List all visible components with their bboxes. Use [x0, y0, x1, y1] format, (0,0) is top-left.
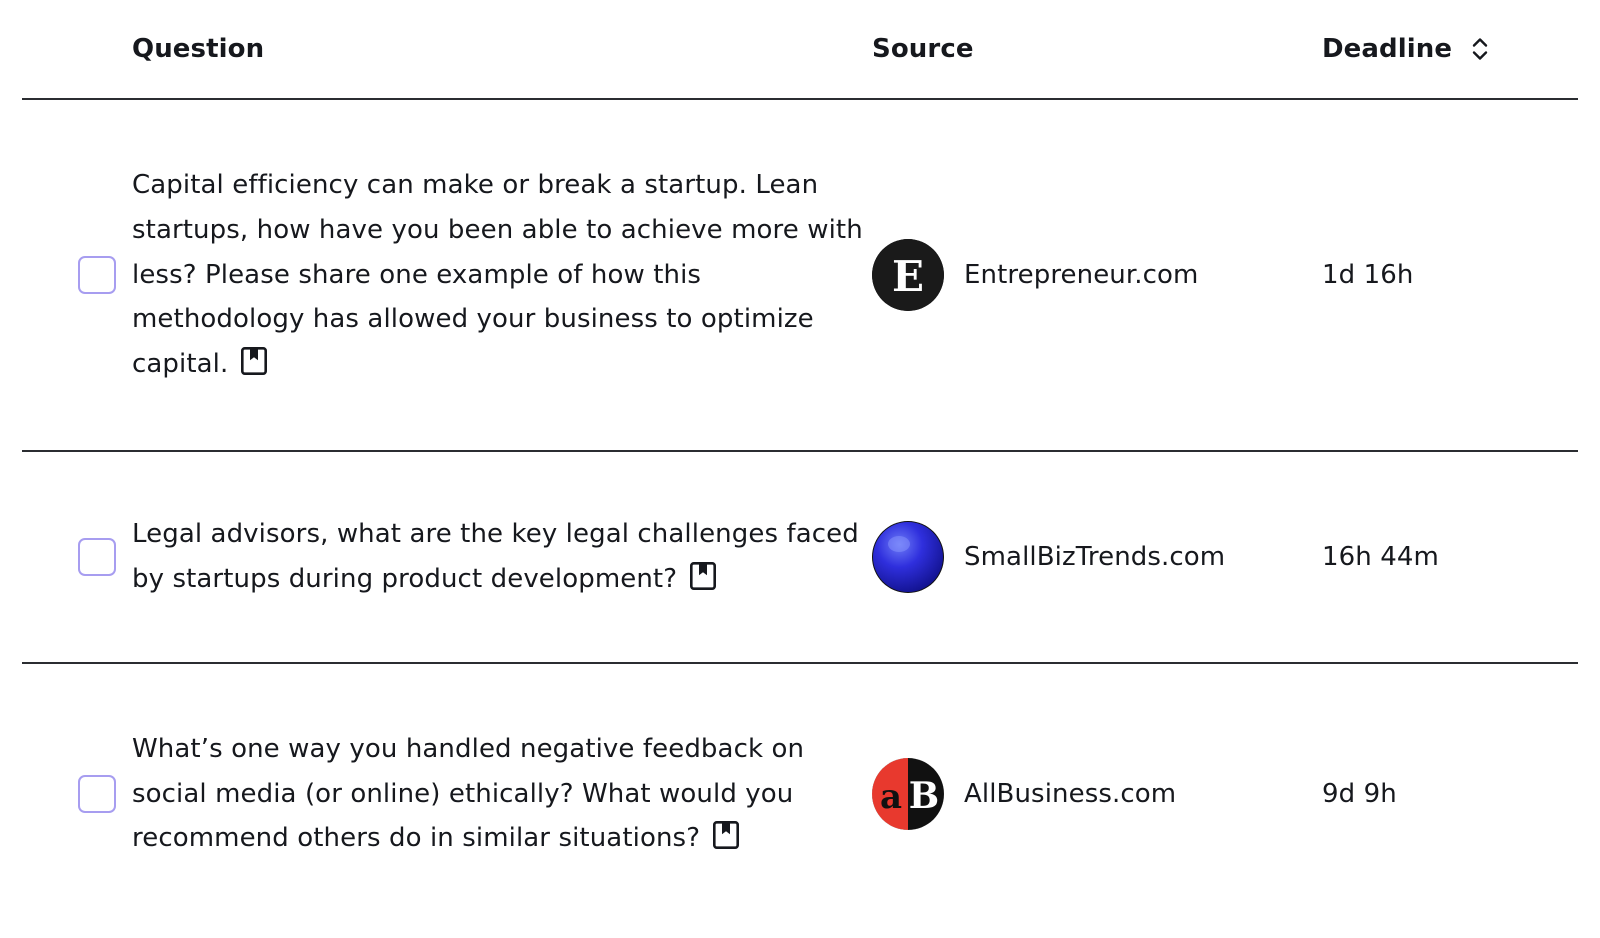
- deadline-value: 1d 16h: [1322, 260, 1414, 290]
- column-header-deadline[interactable]: [1322, 34, 1578, 64]
- table-row[interactable]: [22, 100, 1578, 452]
- question-text: Capital efficiency can make or break a startup. Lean startups, how have you been able to achieve more with less? Please share one example of how this methodology has allowed your business to optimize capital.: [132, 170, 863, 380]
- sort-chevrons-icon[interactable]: [1470, 34, 1490, 64]
- smallbiztrends-logo-icon: [872, 521, 944, 593]
- question-text-wrap: [132, 486, 872, 627]
- deadline-cell: [1322, 260, 1578, 290]
- question-text: What’s one way you handled negative feedback on social media (or online) ethically? What would you recommend others do in similar situations?: [132, 733, 805, 854]
- row-checkbox-cell: [22, 538, 132, 576]
- source-name: AllBusiness.com: [964, 779, 1177, 809]
- row-checkbox-cell: [22, 775, 132, 813]
- row-checkbox[interactable]: [78, 538, 116, 576]
- deadline-value: 16h 44m: [1322, 542, 1439, 572]
- question-cell: [132, 137, 872, 413]
- source-cell: [872, 239, 1322, 311]
- book-icon[interactable]: [240, 346, 268, 376]
- table-row[interactable]: [22, 452, 1578, 664]
- svg-text:a: a: [879, 777, 903, 817]
- column-header-deadline-label: Deadline: [1322, 34, 1453, 64]
- table-row[interactable]: [22, 664, 1578, 924]
- question-text-wrap: [132, 701, 872, 887]
- source-cell: [872, 758, 1322, 830]
- question-text: Legal advisors, what are the key legal challenges faced by startups during product development?: [132, 519, 859, 594]
- question-cell: [132, 486, 872, 627]
- book-icon[interactable]: [712, 820, 740, 850]
- source-name: SmallBizTrends.com: [964, 542, 1226, 572]
- source-name: Entrepreneur.com: [964, 260, 1199, 290]
- deadline-cell: [1322, 779, 1578, 809]
- table-header-row: [22, 0, 1578, 100]
- svg-text:E: E: [891, 252, 925, 301]
- source-cell: [872, 521, 1322, 593]
- column-header-source[interactable]: Source: [872, 34, 974, 64]
- allbusiness-logo-icon: [872, 758, 944, 830]
- row-checkbox[interactable]: [78, 775, 116, 813]
- svg-text:B: B: [908, 775, 940, 817]
- question-cell: [132, 701, 872, 887]
- entrepreneur-logo-icon: [872, 239, 944, 311]
- question-text-wrap: [132, 137, 872, 413]
- row-checkbox[interactable]: [78, 256, 116, 294]
- deadline-value: 9d 9h: [1322, 779, 1397, 809]
- column-header-question[interactable]: Question: [132, 34, 265, 64]
- row-checkbox-cell: [22, 256, 132, 294]
- book-icon[interactable]: [689, 561, 717, 591]
- deadline-cell: [1322, 542, 1578, 572]
